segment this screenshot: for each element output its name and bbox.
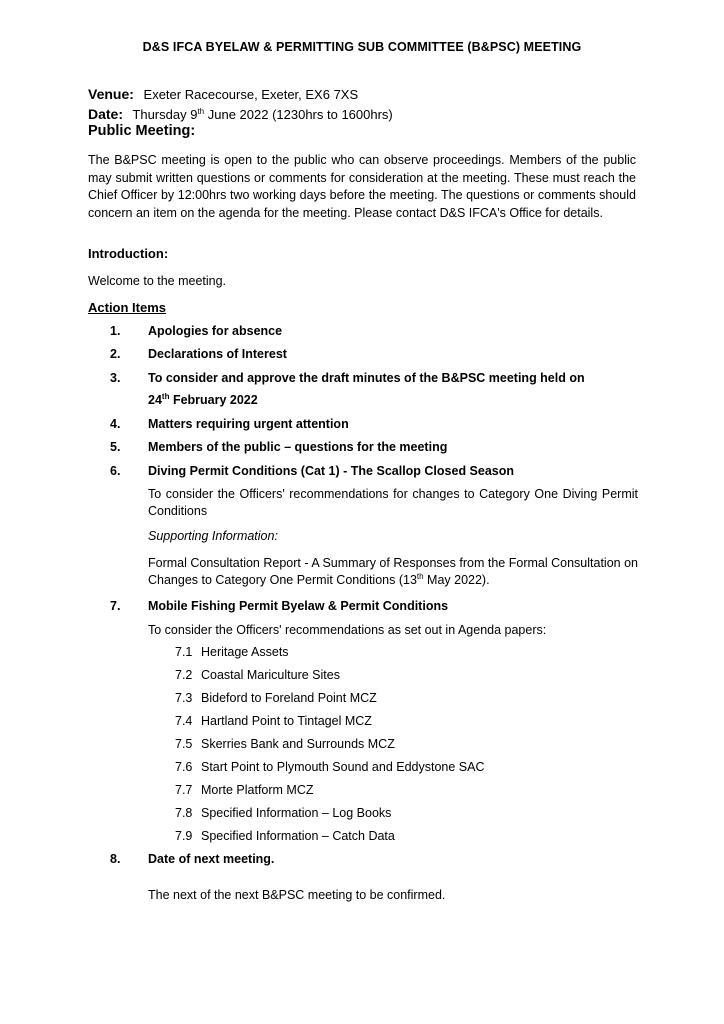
item-title: Mobile Fishing Permit Byelaw & Permit Conditions (148, 599, 449, 613)
item-number: 1. (110, 324, 121, 338)
sub-item: 7.7 Morte Platform MCZ (175, 783, 314, 797)
item-title: Date of next meeting. (148, 852, 275, 866)
venue-line (88, 86, 358, 102)
item-title: Apologies for absence (148, 324, 283, 338)
item-title: Declarations of Interest (148, 347, 287, 361)
item-title: Diving Permit Conditions (Cat 1) - The Scallop Closed Season (148, 464, 515, 478)
item-number: 3. (110, 371, 121, 385)
item-number: 5. (110, 440, 121, 454)
item-title: Matters requiring urgent attention (148, 417, 349, 431)
sub-item: 7.3 Bideford to Foreland Point MCZ (175, 691, 377, 705)
item-number: 7. (110, 599, 121, 613)
sub-item: 7.4 Hartland Point to Tintagel MCZ (175, 714, 372, 728)
public-meeting-text: The B&PSC meeting is open to the public who can observe proceedings. Members of the public may submit written questions or comments for consideration at the meeting. These must reach the Chief Officer by 12:00hrs two working days before the meeting. The questions or comments should concern an item on the agenda for the meeting. Please contact D&S IFCA's Office for details. (88, 153, 636, 220)
sub-item: 7.1 Heritage Assets (175, 645, 289, 659)
item-number: 4. (110, 417, 121, 431)
supporting-information-text: Formal Consultation Report - A Summary of Responses from the Formal Consultation on Changes to Category One Permit Conditions (13th May 2022). (148, 556, 638, 587)
date-label: Date: (88, 106, 124, 122)
venue-value: Exeter Racecourse, Exeter, EX6 7XS (143, 87, 359, 102)
public-meeting-heading: Public Meeting: (88, 123, 196, 139)
item-description: The next of the next B&PSC meeting to be confirmed. (148, 888, 446, 902)
introduction-text: Welcome to the meeting. (88, 274, 227, 288)
date-line (88, 106, 393, 122)
sub-item: 7.2 Coastal Mariculture Sites (175, 668, 340, 682)
action-items-heading: Action Items (88, 300, 167, 315)
sub-item: 7.5 Skerries Bank and Surrounds MCZ (175, 737, 395, 751)
item-description: To consider the Officers' recommendations for changes to Category One Diving Permit Conditions (148, 487, 638, 518)
sub-item: 7.9 Specified Information – Catch Data (175, 829, 395, 843)
item-number: 2. (110, 347, 121, 361)
document-title: D&S IFCA BYELAW & PERMITTING SUB COMMITTEE (B&PSC) MEETING (142, 40, 582, 54)
item-title: To consider and approve the draft minutes of the B&PSC meeting held on 24th February 2022 (148, 371, 585, 407)
item-number: 8. (110, 852, 121, 866)
introduction-heading: Introduction: (88, 246, 169, 261)
item-title: Members of the public – questions for the meeting (148, 440, 448, 454)
venue-label: Venue: (88, 86, 134, 102)
item-number: 6. (110, 464, 121, 478)
item-description: To consider the Officers' recommendations as set out in Agenda papers: (148, 623, 547, 637)
supporting-information-label: Supporting Information: (148, 529, 278, 543)
date-value: Thursday 9th June 2022 (1230hrs to 1600hrs) (132, 107, 393, 122)
sub-item: 7.8 Specified Information – Log Books (175, 806, 392, 820)
sub-item: 7.6 Start Point to Plymouth Sound and Eddystone SAC (175, 760, 485, 774)
